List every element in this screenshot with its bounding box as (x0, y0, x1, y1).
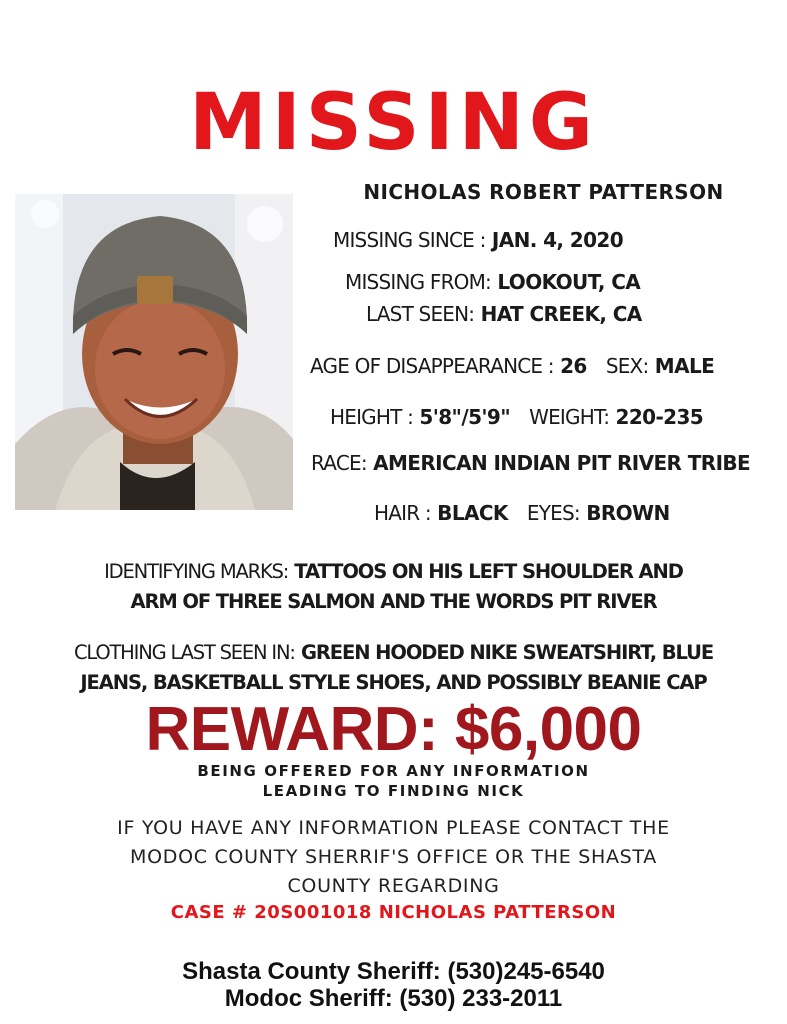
race-row (311, 451, 750, 475)
height-value: 5'8"/5'9" (419, 405, 511, 429)
sex-value: MALE (654, 354, 715, 378)
last-seen-value: HAT CREEK, CA (480, 302, 642, 326)
clothing-line1: GREEN HOODED NIKE SWEATSHIRT, BLUE (300, 641, 714, 664)
eyes-label: EYES: (526, 501, 580, 525)
reward-sub-line1: BEING OFFERED FOR ANY INFORMATION (197, 762, 590, 780)
person-name: NICHOLAS ROBERT PATTERSON (363, 180, 724, 204)
clothing-line2: JEANS, BASKETBALL STYLE SHOES, AND POSSIBLY BEANIE CAP (80, 671, 707, 694)
race-label: RACE: (311, 451, 367, 475)
race-value: AMERICAN INDIAN PIT RIVER TRIBE (373, 451, 751, 475)
missing-since-value: JAN. 4, 2020 (491, 228, 624, 252)
hair-value: BLACK (437, 501, 508, 525)
case-number: CASE # 20S001018 NICHOLAS PATTERSON (170, 902, 617, 923)
missing-since-row (333, 228, 623, 252)
missing-from-label: MISSING FROM: (345, 270, 491, 294)
identifying-marks-line1: TATTOOS ON HIS LEFT SHOULDER AND (294, 560, 683, 583)
last-seen-label: LAST SEEN: (366, 302, 475, 326)
age-value: 26 (560, 354, 587, 378)
contact-line3: COUNTY REGARDING (287, 875, 500, 897)
last-seen-row (366, 302, 642, 326)
clothing-description (0, 638, 787, 698)
hair-label: HAIR : (374, 501, 431, 525)
contact-line2: MODOC COUNTY SHERRIF'S OFFICE OR THE SHASTA (130, 846, 657, 868)
reward-amount: REWARD: $6,000 (145, 695, 642, 764)
eyes-value: BROWN (586, 501, 670, 525)
reward-subtext (0, 761, 787, 801)
identifying-marks-label: IDENTIFYING MARKS: (104, 560, 289, 583)
contact-instructions (0, 814, 787, 901)
missing-from-value: LOOKOUT, CA (497, 270, 641, 294)
shasta-sheriff-phone: Shasta County Sheriff: (530)245-6540 (182, 958, 605, 985)
missing-from-row (345, 270, 640, 294)
weight-value: 220-235 (615, 405, 704, 429)
clothing-label: CLOTHING LAST SEEN IN: (73, 641, 295, 664)
modoc-sheriff-phone: Modoc Sheriff: (530) 233-2011 (224, 985, 563, 1012)
reward-sub-line2: LEADING TO FINDING NICK (262, 782, 525, 800)
identifying-marks-line2: ARM OF THREE SALMON AND THE WORDS PIT RIVER (130, 590, 657, 613)
hair-eyes-row (374, 501, 670, 525)
identifying-marks (0, 557, 787, 617)
height-weight-row (330, 405, 703, 429)
weight-label: WEIGHT: (529, 405, 610, 429)
age-sex-row (310, 354, 714, 378)
age-label: AGE OF DISAPPEARANCE : (310, 354, 554, 378)
missing-since-label: MISSING SINCE : (333, 228, 486, 252)
height-label: HEIGHT : (330, 405, 414, 429)
sex-label: SEX: (605, 354, 649, 378)
missing-heading: MISSING (189, 78, 598, 168)
contact-line1: IF YOU HAVE ANY INFORMATION PLEASE CONTACT THE (117, 817, 670, 839)
missing-person-photo (15, 194, 293, 510)
